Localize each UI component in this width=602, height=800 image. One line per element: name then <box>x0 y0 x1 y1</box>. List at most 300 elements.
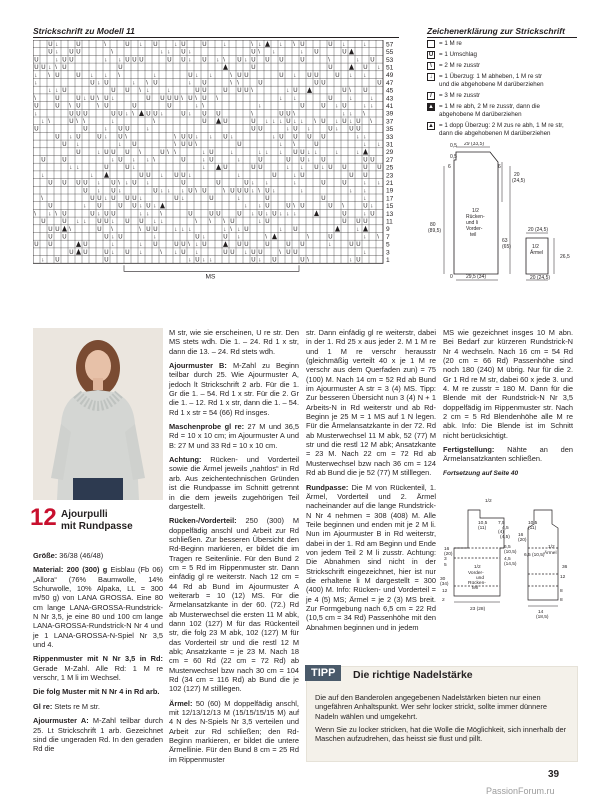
chart-symbol: U <box>132 142 137 149</box>
chart-symbol: U <box>55 95 60 102</box>
schematic-label: 6 <box>498 164 501 170</box>
chart-symbol: \ <box>258 188 260 195</box>
chart-symbol: \ <box>195 95 197 102</box>
chart-symbol: \ <box>146 80 148 87</box>
chart-symbol: U <box>174 196 179 202</box>
column1-paragraph <box>33 716 163 753</box>
chart-symbol: U <box>258 80 263 87</box>
schematic-label: 20 (24,5) <box>528 227 549 233</box>
chart-row-label: 17 <box>386 195 394 203</box>
chart-symbol: ↓ <box>279 119 283 125</box>
chart-symbol: U <box>111 211 116 218</box>
chart-symbol: U <box>321 196 326 202</box>
chart-symbol: ↓ <box>363 72 367 79</box>
chart-symbol: U <box>76 149 81 156</box>
chart-symbol: ↓ <box>118 142 122 149</box>
chart-symbol: U <box>181 111 186 118</box>
chart-symbol: U <box>342 88 347 95</box>
chart-symbol: U <box>83 180 88 187</box>
paragraph-text: Eisblau (Fb 06) „Allora“ (76% Baumwolle, 14% Schurwolle, 10% Alpaka, LL = 300 m/50 g) von LANA GROSSA. Eine 80 cm lange LANA-GROSSA-Rundstrick-N Nr 3,5, je eine 80 und 100 cm lange LANA-GROSSA-Rundstrick-N Nr 4 und je 1 LANA-GROSSA-N-Spiel Nr 3,5 und 4. <box>33 565 164 650</box>
knitting-chart <box>33 40 403 280</box>
chart-symbol: U <box>125 219 130 226</box>
chart-symbol: ↓ <box>202 149 206 156</box>
chart-symbol: U <box>300 257 305 264</box>
chart-symbol: U <box>195 234 200 241</box>
chart-symbol: U <box>209 196 214 202</box>
chart-symbol: U <box>62 180 67 187</box>
chart-symbol: ↓ <box>335 126 339 133</box>
chart-symbol: U <box>76 72 81 79</box>
paragraph-text: M-Zahl zu Beginn teilbar durch 25. Wie Ajourmuster A, jedoch lt Strickschrift 2 arb. Für die 1. Gr die 1. – 54. Rd 1 x str. Für die 2. Gr die 1. – 12. Rd 1 x str, dann die 1. – 54. Rd 1 x str = 54 (66) Rd insges. <box>169 361 299 417</box>
chart-symbol: U <box>251 49 256 56</box>
chart-symbol: U <box>111 149 116 156</box>
chart-symbol: U <box>356 126 361 133</box>
chart-symbol: \ <box>34 211 36 218</box>
chart-symbol: ↓ <box>244 57 248 64</box>
chart-symbol: U <box>202 188 207 195</box>
chart-symbol: U <box>328 203 333 210</box>
chart-row-label: 27 <box>386 156 394 164</box>
chart-symbol: U <box>153 111 158 118</box>
chart-symbol: ↓ <box>188 172 192 179</box>
chart-symbol: U <box>370 57 375 64</box>
chart-symbol: U <box>237 188 242 195</box>
legend-text: = 1 Umschlag <box>439 51 478 58</box>
chart-symbol: ↓ <box>181 226 185 233</box>
chart-symbol: ↓ <box>76 165 80 172</box>
chart-symbol: ↓ <box>335 119 339 125</box>
chart-row-label: 7 <box>386 233 390 241</box>
chart-symbol: U <box>160 95 165 102</box>
chart-symbol: ↓ <box>181 196 185 202</box>
chart-symbol: U <box>76 134 81 141</box>
paragraph-lead: Maschenprobe gl re: <box>169 422 245 432</box>
chart-symbol: U <box>335 72 340 79</box>
chart-symbol: ↓ <box>174 42 178 48</box>
chart-symbol: U <box>293 134 298 141</box>
chart-symbol: ↓ <box>153 72 157 79</box>
column4-paragraph <box>443 328 573 440</box>
chart-symbol: U <box>230 249 235 256</box>
paragraph-lead: Rücken-/Vorderteil: <box>169 516 237 526</box>
chart-symbol: U <box>279 72 284 79</box>
chart-symbol: U <box>139 57 144 64</box>
chart-symbol: ↓ <box>363 103 367 110</box>
schematic-label: 63 <box>502 238 508 244</box>
chart-symbol: \ <box>314 119 316 125</box>
chart-symbol: ↓ <box>279 95 283 102</box>
chart-symbol: ↓ <box>293 72 297 79</box>
schematic-label: 4,5 <box>502 526 509 531</box>
chart-symbol: ↓ <box>83 203 87 210</box>
chart-symbol: U <box>48 226 53 233</box>
chart-row-label: 51 <box>386 64 394 72</box>
paragraph-lead: Rundpasse: <box>306 482 349 492</box>
chart-symbol: \ <box>209 219 211 226</box>
schematic-body-sleeve <box>420 142 600 282</box>
chart-symbol: ↓ <box>202 234 206 241</box>
chart-symbol: U <box>251 57 256 64</box>
chart-symbol: ↓ <box>258 257 262 264</box>
chart-symbol: U <box>258 249 263 256</box>
chart-symbol: \ <box>160 211 162 218</box>
legend-title: Zeichenerklärung zur Strickschrift <box>427 26 577 38</box>
paragraph-text: 250 (300) M doppelfädig anschl und Arbeit zur Rd schließen. Zur besseren Übersicht den Rd-Beginn markieren, er bildet die im Tragen re Seitenlinie. Für den Bund 2 cm = 5 Rd im Rippenmuster str. Dann einfädig gl re weiterstr. Nach 12 cm = 44 Rd ab Bund im Ajourmuster A weiterarb = 10 (12) MS. Für die Ärmelansatzkante in der 60. (72.) Rd ab Musterwechsel die ersten 11 M abk, dann 102 (127) M für das Rückenteil str, die folg 23 M abk, 102 (127) M für das Vorderteil str und die restl 12 M abk; Ansatzkante = je 23 M. Nach 18 cm = 60 Rd (22 cm = 72 Rd) ab Musterwechsel bzw nach 30 cm = 104 Rd (34 cm = 116 Rd) ab Bund die je 102 (127) M stilllegen. <box>169 516 299 694</box>
chart-symbol: ↓ <box>349 257 353 264</box>
chart-symbol: U <box>363 172 368 179</box>
chart-symbol: ↓ <box>111 242 115 249</box>
chart-row-label: 11 <box>386 218 393 226</box>
chart-symbol: ↓ <box>160 49 164 56</box>
schematic-label: 8 <box>560 598 563 603</box>
chart-symbol: U <box>34 126 39 133</box>
chart-symbol: ↓ <box>272 49 276 56</box>
schematic-label: 1/2 <box>474 565 481 570</box>
chart-symbol: U <box>314 72 319 79</box>
chart-symbol: U <box>293 126 298 133</box>
chart-symbol: U <box>188 211 193 218</box>
paragraph-text: str. Dann einfädig gl re weiterstr, dabei in der 1. Rd 25 x aus jeder 2. M 1 M re und 1 M re verschr herausstr (gleichmäßig verteilt 40 x je 1 M re verschr aus dem Querfaden zun) = 75 (100) M. Nach 14 cm = 52 Rd ab Bund im Ajourmuster A str = 3 (4) MS. Tipp: Zur besseren Übersicht nun 3 (4) N + 1 Arbeits-N in Rd weiterstr und ab Rd-Beginn je 25 M = 1 MS auf 1 N legen. Für die Ärmelansatzkante in der 72. Rd ab Musterwechsel 11 M abk, 52 (77) M str und die restl 12 M abk; Ansatzkante = 23 M. Nach 22 cm = 72 Rd ab Musterwechsel bzw nach 36 cm = 124 Rd ab Bund die je 52 (77) M stilllegen. <box>306 328 436 478</box>
chart-symbol: U <box>258 211 263 218</box>
chart-symbol: U <box>83 188 88 195</box>
chart-symbol: ↓ <box>202 157 206 164</box>
chart-symbol: U <box>251 65 256 72</box>
schematic-label: (89,5) <box>428 228 442 234</box>
chart-symbol: ↓ <box>251 180 255 187</box>
chart-symbol: ↓ <box>377 142 381 149</box>
chart-symbol: ↓ <box>83 95 87 102</box>
legend-text: = 1 Überzug: 1 M abheben, 1 M re str <box>439 73 543 80</box>
chart-symbol: \ <box>97 95 99 102</box>
chart-symbol: ↓ <box>279 42 283 48</box>
chart-symbol: \ <box>69 103 71 110</box>
chart-symbol: U <box>125 249 130 256</box>
chart-symbol: U <box>104 165 109 172</box>
chart-symbol: ↓ <box>174 249 178 256</box>
schematic-label: 8 <box>560 589 563 594</box>
chart-symbol: U <box>153 242 158 249</box>
chart-symbol: ↓ <box>153 234 157 241</box>
chart-symbol: U <box>48 242 53 249</box>
chart-symbol: U <box>244 88 249 95</box>
chart-symbol: ↓ <box>188 257 192 264</box>
chart-row-label: 41 <box>386 103 394 110</box>
chart-symbol: ↓ <box>265 180 269 187</box>
chart-symbol: U <box>321 80 326 87</box>
chart-symbol: U <box>139 219 144 226</box>
chart-symbol: ↓ <box>48 211 52 218</box>
chart-symbol: \ <box>195 188 197 195</box>
chart-symbol: U <box>104 249 109 256</box>
chart-symbol: U <box>181 242 186 249</box>
chart-symbol: \ <box>342 203 344 210</box>
chart-symbol: ↓ <box>349 188 353 195</box>
chart-symbol: \ <box>293 203 295 210</box>
text-column-4 <box>443 328 573 483</box>
chart-symbol: ↓ <box>167 49 171 56</box>
chart-symbol: U <box>181 157 186 164</box>
chart-row-label: 13 <box>386 210 394 218</box>
chart-symbol: U <box>314 142 319 149</box>
chart-symbol: U <box>48 234 53 241</box>
chart-symbol: ↓ <box>34 80 38 87</box>
chart-symbol: ↓ <box>223 226 227 233</box>
schematic-label: 3 <box>444 557 447 562</box>
chart-symbol: ↓ <box>349 72 353 79</box>
chart-symbol: ↓ <box>174 226 178 233</box>
schematic-label: 6,5 <box>504 545 511 550</box>
chart-symbol: ↓ <box>146 157 150 164</box>
paragraph-text: Stets re M str. <box>52 701 100 711</box>
column1-paragraph <box>33 654 163 682</box>
chart-symbol: ↓ <box>104 126 108 133</box>
paragraph-text: 50 (60) M doppelfädig anschl, mit 12/13/12/13 M (15/15/15/15 M) auf 4 N des N-Spiels Nr 3,5 verteilen und Arbeit zur Rd schließen; den Rd-Beginn markieren, er bildet die untere Ärmellinie. Für den Bund 8 cm = 25 Rd im Rippenmuster <box>169 698 299 764</box>
chart-symbol: \ <box>76 119 78 125</box>
chart-symbol: U <box>356 242 361 249</box>
chart-symbol: ↓ <box>223 42 227 48</box>
chart-symbol: U <box>104 219 109 226</box>
chart-symbol: ↓ <box>244 249 248 256</box>
chart-symbol: U <box>342 211 347 218</box>
chart-symbol: U <box>48 49 53 56</box>
chart-symbol: U <box>244 188 249 195</box>
chart-symbol: U <box>48 180 53 187</box>
chart-symbol: U <box>237 57 242 64</box>
chart-symbol: ↓ <box>300 165 304 172</box>
chart-symbol: ↓ <box>293 95 297 102</box>
chart-symbol: \ <box>279 249 281 256</box>
chart-symbol: \ <box>174 149 176 156</box>
chart-symbol: U <box>314 49 319 56</box>
schematic-label: 1/2 <box>548 545 555 550</box>
schematic-label: 6 <box>448 164 451 170</box>
chart-symbol: \ <box>230 80 232 87</box>
chart-symbol: U <box>153 226 158 233</box>
chart-symbol: U <box>62 234 67 241</box>
legend-text: = 1 dopp Überzug: 2 M zus re abh, 1 M re str, <box>439 122 564 129</box>
chart-symbol: U <box>202 242 207 249</box>
chart-symbol: \ <box>111 49 113 56</box>
chart-symbol: U <box>363 88 368 95</box>
chart-symbol: U <box>342 180 347 187</box>
chart-symbol: U <box>223 134 228 141</box>
paragraph-text: 36/38 (46/48) <box>57 551 104 560</box>
paragraph-lead: Ärmel: <box>169 698 193 708</box>
chart-symbol: U <box>104 95 109 102</box>
schematic-label: 29 (33,5) <box>464 142 485 147</box>
chart-symbol: ↓ <box>300 188 304 195</box>
chart-symbol: U <box>132 203 137 210</box>
chart-symbol: ↓ <box>55 49 59 56</box>
chart-symbol: ↓ <box>111 249 115 256</box>
chart-symbol: U <box>90 196 95 202</box>
chart-symbol: ↓ <box>97 149 101 156</box>
chart-symbol: U <box>76 180 81 187</box>
chart-symbol: \ <box>293 111 295 118</box>
chart-symbol: ↓ <box>97 188 101 195</box>
chart-symbol: \ <box>181 95 183 102</box>
chart-row-label: 5 <box>386 241 390 249</box>
chart-symbol: U <box>293 249 298 256</box>
schematic-label: 6,5 (10,5) <box>524 553 545 558</box>
chart-symbol: ↓ <box>307 126 311 133</box>
chart-symbol: ↓ <box>139 211 143 218</box>
chart-symbol: \ <box>174 142 176 149</box>
chart-symbol: U <box>97 196 102 202</box>
chart-symbol: U <box>321 157 326 164</box>
chart-symbol: ↓ <box>111 219 115 226</box>
legend-text: dann die abgehobenen M darüberziehen <box>439 130 551 137</box>
chart-symbol: U <box>300 172 305 179</box>
chart-symbol: ↓ <box>258 42 262 48</box>
chart-symbol: ↓ <box>377 180 381 187</box>
schematic-label: (20) <box>518 538 527 543</box>
chart-row-label: 25 <box>386 164 394 172</box>
chart-symbol: \ <box>167 149 169 156</box>
chart-symbol: ↓ <box>370 203 374 210</box>
chart-symbol: U <box>286 249 291 256</box>
chart-symbol: ↓ <box>237 234 241 241</box>
legend-text: = 2 M re zusstr <box>439 62 481 69</box>
chart-symbol: U <box>244 72 249 79</box>
chart-symbol: ↓ <box>55 42 59 48</box>
chart-row-label: 49 <box>386 72 394 80</box>
chart-symbol: U <box>279 57 284 64</box>
schematic-label: 16 <box>518 533 524 538</box>
chart-symbol: U <box>265 188 270 195</box>
chart-symbol: U <box>328 126 333 133</box>
text-column-1 <box>33 551 163 759</box>
chart-symbol: U <box>272 172 277 179</box>
chart-symbol: U <box>62 211 67 218</box>
chart-symbol: U <box>174 172 179 179</box>
chart-symbol: U <box>349 172 354 179</box>
chart-symbol: U <box>125 165 130 172</box>
chart-symbol: U <box>111 180 116 187</box>
chart-symbol: \ <box>34 95 36 102</box>
chart-row-label: 39 <box>386 110 394 118</box>
chart-symbol: U <box>62 142 67 149</box>
chart-symbol: ↓ <box>363 42 367 48</box>
paragraph-lead: Achtung: <box>169 455 202 465</box>
chart-symbol: ↓ <box>258 149 262 156</box>
chart-symbol: U <box>223 88 228 95</box>
chart-symbol: ↓ <box>146 126 150 133</box>
chart-symbol: ↓ <box>188 80 192 87</box>
chart-symbol: \ <box>48 72 50 79</box>
chart-symbol: ↓ <box>356 134 360 141</box>
chart-symbol: ↓ <box>265 119 269 125</box>
chart-symbol: U <box>146 111 151 118</box>
chart-symbol: \ <box>139 226 141 233</box>
chart-row-labels <box>386 41 394 264</box>
chart-symbol: ↓ <box>237 196 241 202</box>
schematic-label: teil <box>470 232 477 238</box>
chart-symbol: U <box>104 103 109 110</box>
chart-symbol: ↓ <box>41 119 45 125</box>
chart-symbol: U <box>55 72 60 79</box>
chart-symbol: \ <box>195 142 197 149</box>
chart-symbol: \ <box>160 249 162 256</box>
chart-symbol: U <box>62 88 67 95</box>
chart-symbol: ↓ <box>363 249 367 256</box>
chart-symbol: \ <box>223 219 225 226</box>
chart-symbol: ↓ <box>41 172 45 179</box>
paragraph-lead: Rippenmuster mit N Nr 3,5 in Rd: <box>33 654 163 664</box>
chart-symbol: U <box>104 234 109 241</box>
chart-symbol: U <box>188 142 193 149</box>
chart-symbol: ↓ <box>188 226 192 233</box>
chart-symbol: ↓ <box>97 80 101 87</box>
legend-text: = 1 M re abh, 2 M re zusstr, dann die <box>439 103 540 110</box>
chart-symbol: ↓ <box>363 134 367 141</box>
chart-symbol: ↓ <box>139 196 143 202</box>
chart-symbol: \ <box>139 149 141 156</box>
schematic-label: (14,5) <box>504 562 517 567</box>
chart-symbol: U <box>370 211 375 218</box>
schematic-yoke <box>440 488 580 624</box>
chart-symbol: U <box>328 234 333 241</box>
chart-symbol: U <box>328 65 333 72</box>
legend-symbol-icon: / <box>427 92 435 100</box>
chart-symbol: U <box>181 42 186 48</box>
chart-symbol: U <box>258 157 263 164</box>
chart-symbol: U <box>356 219 361 226</box>
chart-symbol: U <box>363 65 368 72</box>
chart-symbol: U <box>76 111 81 118</box>
chart-symbol: U <box>202 111 207 118</box>
chart-symbol: U <box>370 157 375 164</box>
chart-symbol: \ <box>202 103 204 110</box>
chart-symbol: U <box>286 242 291 249</box>
schematic-label: 12 <box>442 589 448 594</box>
chart-symbol: U <box>209 149 214 156</box>
chart-symbol: U <box>188 72 193 79</box>
chart-symbol: U <box>272 257 277 264</box>
chart-symbol: U <box>356 119 361 125</box>
chart-symbol: ↓ <box>48 88 52 95</box>
chart-symbol: ↓ <box>293 172 297 179</box>
chart-symbol: ↓ <box>342 42 346 48</box>
chart-symbol: U <box>216 211 221 218</box>
chart-symbol: U <box>258 165 263 172</box>
chart-symbol: U <box>356 257 361 264</box>
chart-symbol: U <box>286 157 291 164</box>
chart-symbol: U <box>237 142 242 149</box>
chart-symbol: U <box>244 180 249 187</box>
paragraph-lead: Die folg Muster mit N Nr 4 in Rd arb. <box>33 687 160 697</box>
schematic-label: 36 <box>562 565 568 570</box>
chart-symbol: ↓ <box>363 196 367 202</box>
chart-symbol: U <box>174 95 179 102</box>
chart-symbol: U <box>195 88 200 95</box>
schematic-label: (24,5) <box>512 178 526 184</box>
chart-symbol: ↓ <box>90 72 94 79</box>
chart-symbol: ↓ <box>314 149 318 156</box>
chart-symbol: \ <box>307 234 309 241</box>
chart-symbol: U <box>132 103 137 110</box>
chart-symbol: \ <box>370 119 372 125</box>
schematic-label: Ärmel <box>544 551 557 556</box>
chart-symbol: ↓ <box>279 211 283 218</box>
chart-symbol: ↓ <box>272 134 276 141</box>
chart-symbol: U <box>118 111 123 118</box>
schematic-label: (18,5) <box>536 615 549 620</box>
chart-symbol: U <box>125 149 130 156</box>
schematic-label: 16 <box>444 547 450 552</box>
chart-symbol: U <box>202 80 207 87</box>
paragraph-lead: Ajourmuster A: <box>33 716 89 726</box>
